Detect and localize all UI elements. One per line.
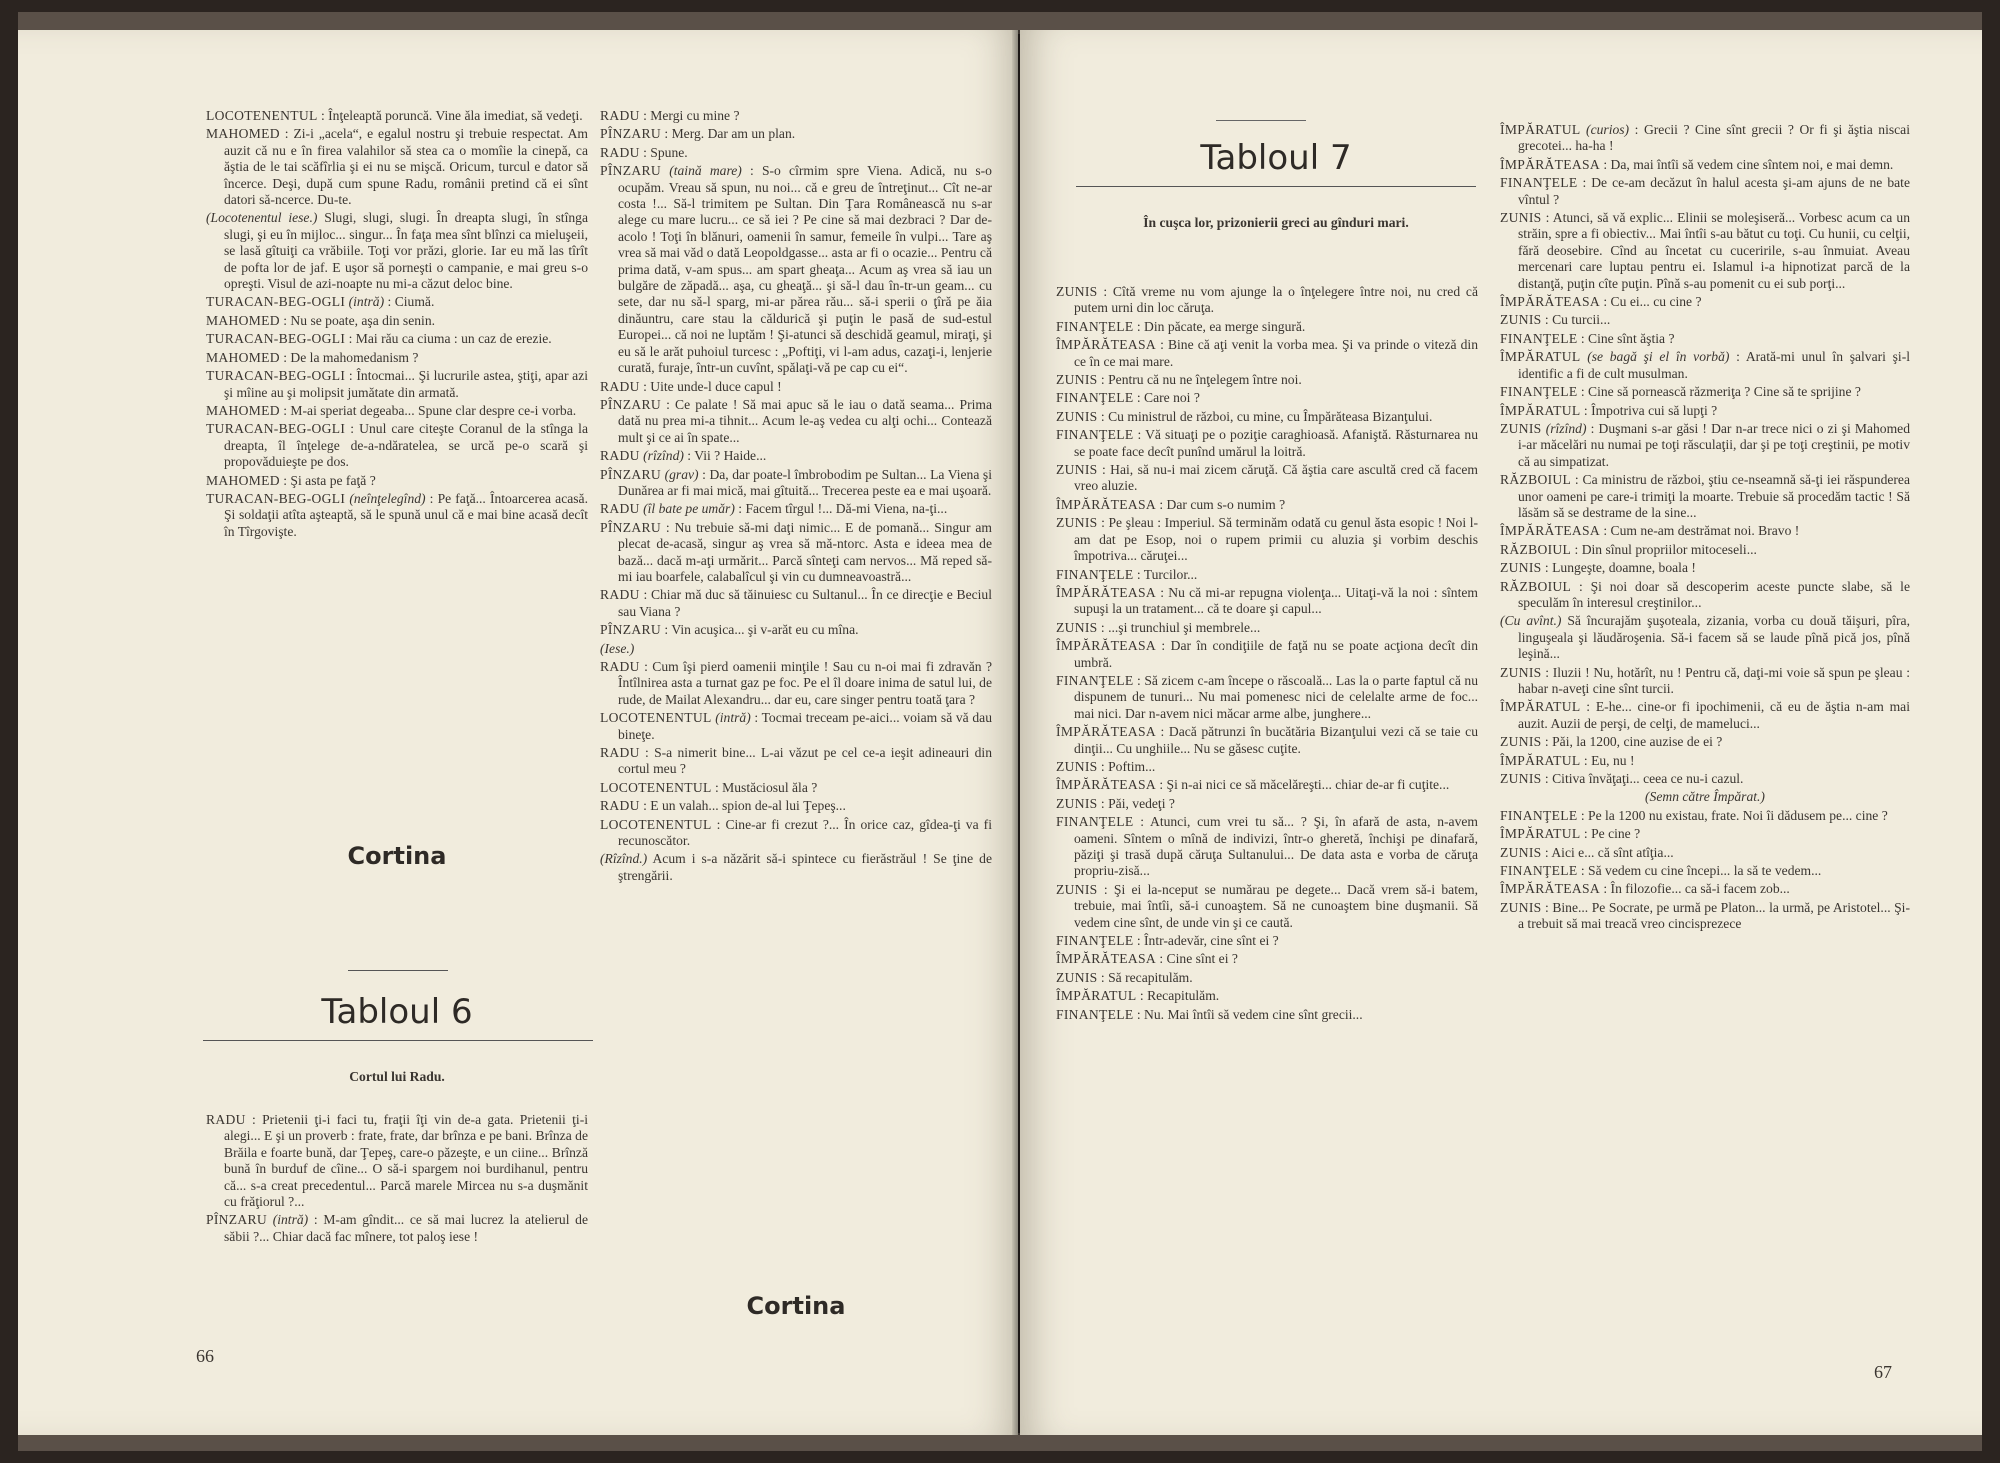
dialogue-text: : Pentru că nu ne înţelegem între noi. bbox=[1097, 372, 1302, 388]
speaker-name: ÎMPĂRATUL bbox=[1500, 122, 1581, 137]
dialogue-line bbox=[1500, 900, 1910, 933]
dialogue-line bbox=[1056, 427, 1478, 460]
title-rule-long-right bbox=[1076, 186, 1476, 187]
dialogue-line bbox=[1056, 777, 1478, 793]
speaker-name: PÎNZARU bbox=[600, 622, 662, 638]
cortina-heading-2: Cortina bbox=[746, 1292, 846, 1320]
dialogue-line bbox=[206, 1212, 588, 1245]
dialogue-text: : Să zicem c-am începe o răscoală... Las la o parte faptul că nu dispunem de tunuri... Nu mai pomenesc nici de celelalte arme de foc... mai nici. Dar n-avem nici măcar arme albe, junghere... bbox=[1074, 672, 1478, 721]
speaker-name: PÎNZARU bbox=[600, 396, 662, 412]
dialogue-line bbox=[206, 421, 588, 470]
left-column-1-top bbox=[206, 108, 588, 542]
dialogue-line bbox=[1500, 175, 1910, 208]
dialogue-text: : Şi ei la-nceput se numărau pe degete... Dacă vrem să-i batem, trebuie, mai întîi, să-i cunoaştem. Să ne cunoaştem bine duşmanii. Să vedem cine sînt, de unde vin şi ce caută. bbox=[1074, 881, 1478, 930]
speaker-name: PÎNZARU bbox=[600, 466, 662, 482]
dialogue-text: : Pe faţă... Întoarcerea acasă. Şi soldaţii atîta aşteaptă, să le spună unul că e mai bine acasă decît în Tîrgovişte. bbox=[224, 490, 588, 539]
dialogue-line bbox=[1500, 613, 1910, 662]
speaker-name: MAHOMED bbox=[206, 349, 280, 365]
dialogue-text: : Ce palate ! Să mai apuc să le iau o dată seama... Prima dată nu prea mi-a tihnit... Acum le-aş vedea cu alţi ochi... Contează mult şi ce ai în spate... bbox=[618, 396, 992, 445]
dialogue-line bbox=[206, 126, 588, 208]
dialogue-text: : Dar în condiţiile de faţă nu se poate acţiona decît din umbră. bbox=[1074, 638, 1478, 670]
dialogue-text: : Atunci, să vă explic... Elinii se moleşiseră... Vorbesc acum ca un străin, spre a fi obiectiv... Mai întîi s-au bătut cu toţi. Cu hunii, cu celţii, fără deosebire. Cînd au încetat cu cuceririle, s-au înmuiat. Aveau mercenari care luptau pentru ei. Islamul i-a hipnotizat parcă de la distanţă, puţin cîte puţin. Pînă s-au pomenit cu ei sub porţi... bbox=[1518, 210, 1910, 291]
speaker-name: RADU bbox=[600, 798, 640, 814]
dialogue-text: : Tocmai treceam pe-aici... voiam să vă dau bineţe. bbox=[618, 710, 992, 742]
dialogue-text: : Să recapitulăm. bbox=[1097, 969, 1193, 985]
speaker-name: FINANŢELE bbox=[1056, 566, 1134, 582]
stage-direction: (Semn către Împărat.) bbox=[1645, 789, 1765, 805]
dialogue-text: : Lungeşte, doamne, boala ! bbox=[1541, 560, 1696, 576]
right-column-2 bbox=[1500, 122, 1910, 935]
speaker-name: TURACAN-BEG-OGLI bbox=[206, 490, 346, 506]
left-column-2 bbox=[600, 108, 992, 886]
speaker-name: ZUNIS bbox=[1500, 210, 1542, 226]
dialogue-line bbox=[1056, 724, 1478, 757]
dialogue-text: : Ca ministru de război, ştiu ce-nseamnă să-ţi iei răspunderea unor oameni pe care-i trimiţi la moarte. Trebuie să procedăm tactic ! Să lăsăm să se destrame de la sine... bbox=[1518, 472, 1910, 520]
speaker-name: RĂZBOIUL bbox=[1500, 541, 1572, 557]
dialogue-text: : Iluzii ! Nu, hotărît, nu ! Pentru că, daţi-mi voie să spun pe şleau : habar n-aveţi cine sînt turcii. bbox=[1518, 664, 1910, 696]
speaker-name: TURACAN-BEG-OGLI bbox=[206, 294, 346, 310]
tablou-6-title: Tabloul 6 bbox=[321, 992, 473, 1032]
speaker-name: LOCOTENENTUL bbox=[600, 816, 712, 832]
dialogue-text: : Da, mai întîi să vedem cine sîntem noi, e mai demn. bbox=[1599, 156, 1894, 172]
dialogue-line bbox=[1500, 294, 1910, 310]
dialogue-text: : Şi n-ai nici ce să măcelăreşti... chiar de-ar fi cuţite... bbox=[1155, 777, 1450, 793]
dialogue-text: : Dar cum s-o numim ? bbox=[1155, 496, 1286, 512]
dialogue-line bbox=[206, 108, 588, 124]
dialogue-line bbox=[1500, 845, 1910, 861]
dialogue-text: : Dacă pătrunzi în bucătăria Bizanţului vezi că se taie cu dinţii... Cu unghiile... Nu se găsesc cuţite. bbox=[1074, 724, 1478, 756]
speaker-name: ÎMPĂRĂTEASA bbox=[1500, 294, 1600, 310]
speaker-name: FINANŢELE bbox=[1500, 330, 1578, 346]
dialogue-text: : Aici e... că sînt atîţia... bbox=[1541, 844, 1674, 860]
speaker-name: ZUNIS bbox=[1056, 881, 1098, 897]
dialogue-line bbox=[1500, 789, 1910, 805]
stage-direction: (se bagă şi el în vorbă) bbox=[1587, 349, 1730, 365]
speaker-name: PÎNZARU bbox=[600, 519, 662, 535]
speaker-name: ÎMPĂRATUL bbox=[1056, 988, 1137, 1004]
dialogue-line bbox=[1500, 384, 1910, 400]
dialogue-line bbox=[1500, 808, 1910, 824]
dialogue-line bbox=[1056, 1007, 1478, 1023]
speaker-name: FINANŢELE bbox=[1056, 933, 1134, 949]
dialogue-text: : Vin acuşica... şi v-arăt eu cu mîna. bbox=[661, 622, 859, 638]
speaker-name: ÎMPĂRATUL bbox=[1500, 402, 1581, 418]
dialogue-line bbox=[206, 331, 588, 347]
dialogue-text: : Din sînul propriilor mitoceseli... bbox=[1571, 541, 1757, 557]
stage-direction: (neînţelegînd) bbox=[349, 490, 426, 506]
dialogue-text: : Pe şleau : Imperiul. Să terminăm odată cu genul ăsta esopic ! Noi l-am dat pe Esop, noi o rupem primii cu aluzia şi vorbim deschis împotriva... căruţei... bbox=[1074, 515, 1478, 564]
dialogue-text: : Turcilor... bbox=[1133, 566, 1198, 582]
dialogue-text: : Mustăciosul ăla ? bbox=[711, 779, 818, 795]
speaker-name: RADU bbox=[206, 1112, 246, 1127]
speaker-name: ÎMPĂRATUL bbox=[1500, 699, 1581, 715]
dialogue-line bbox=[1056, 337, 1478, 370]
speaker-name: MAHOMED bbox=[206, 402, 280, 418]
stage-direction: (taină mare) bbox=[669, 163, 742, 179]
dialogue-text: Slugi, slugi, slugi. În dreapta slugi, în stînga slugi, şi eu în mijloc... singur... În faţa mea sînt blînzi ca mieluşeii, se lasă gîtuiţi ca vrăbiile. Toţi vor prăzi, glorie. Iar eu mă las tîrît de pofta lor de jaf. E uşor să porneşti o campanie, e mai greu s-o opreşti. Visul de azi-noapte nu mi-a căzut deloc bine. bbox=[224, 210, 588, 292]
dialogue-line bbox=[206, 294, 588, 310]
stage-direction: (curios) bbox=[1586, 122, 1630, 137]
dialogue-text: : Uite unde-l duce capul ! bbox=[639, 378, 782, 394]
speaker-name: RADU bbox=[600, 448, 640, 464]
speaker-name: PÎNZARU bbox=[600, 126, 662, 142]
dialogue-text: : Păi, vedeţi ? bbox=[1097, 795, 1175, 811]
dialogue-line bbox=[1056, 951, 1478, 967]
dialogue-line bbox=[1056, 970, 1478, 986]
speaker-name: MAHOMED bbox=[206, 312, 280, 328]
dialogue-text: : Înţeleaptă poruncă. Vine ăla imediat, să vedeţi. bbox=[317, 108, 583, 123]
dialogue-text: : Cîtă vreme nu vom ajunge la o înţelegere între noi, nu cred că putem urni din loc căruţa. bbox=[1074, 284, 1478, 316]
dialogue-text: : Întocmai... Şi lucrurile astea, ştiţi, apar azi şi mîine au şi molipsit jumătate din armată. bbox=[224, 368, 588, 400]
dialogue-line bbox=[1500, 771, 1910, 787]
speaker-name: ZUNIS bbox=[1056, 462, 1098, 478]
dialogue-line bbox=[1500, 312, 1910, 328]
dialogue-text: : Grecii ? Cine sînt grecii ? Or fi şi ăştia niscai grecotei... ha-ha ! bbox=[1518, 122, 1910, 154]
speaker-name: FINANŢELE bbox=[1056, 427, 1134, 443]
stage-direction: (Iese.) bbox=[600, 640, 635, 656]
dialogue-line bbox=[1056, 372, 1478, 388]
dialogue-line bbox=[600, 710, 992, 743]
speaker-name: LOCOTENENTUL bbox=[600, 779, 712, 795]
dialogue-line bbox=[206, 403, 588, 419]
right-column-1 bbox=[1056, 284, 1478, 1025]
dialogue-line bbox=[600, 745, 992, 778]
speaker-name: ÎMPĂRĂTEASA bbox=[1056, 951, 1156, 967]
dialogue-line bbox=[600, 501, 992, 517]
stage-direction: (rîzînd) bbox=[643, 448, 684, 464]
dialogue-line bbox=[600, 145, 992, 161]
speaker-name: ZUNIS bbox=[1500, 560, 1542, 576]
speaker-name: ZUNIS bbox=[1500, 899, 1542, 915]
speaker-name: FINANŢELE bbox=[1056, 390, 1134, 406]
speaker-name: ÎMPĂRATUL bbox=[1500, 752, 1581, 768]
dialogue-line bbox=[600, 851, 992, 884]
speaker-name: MAHOMED bbox=[206, 472, 280, 488]
speaker-name: FINANŢELE bbox=[1500, 863, 1578, 879]
dialogue-line bbox=[600, 379, 992, 395]
dialogue-text: : Eu, nu ! bbox=[1580, 752, 1635, 768]
dialogue-line bbox=[1056, 319, 1478, 335]
dialogue-text: : Facem tîrgul !... Dă-mi Viena, na-ţi... bbox=[734, 501, 948, 517]
dialogue-line bbox=[1500, 122, 1910, 155]
speaker-name: LOCOTENENTUL bbox=[206, 108, 318, 123]
left-column-1-bottom bbox=[206, 1112, 588, 1247]
speaker-name: FINANŢELE bbox=[1056, 672, 1134, 688]
dialogue-line bbox=[206, 313, 588, 329]
speaker-name: ZUNIS bbox=[1056, 284, 1098, 299]
dialogue-line bbox=[1056, 638, 1478, 671]
dialogue-text: : Pe cine ? bbox=[1580, 826, 1641, 842]
speaker-name: ZUNIS bbox=[1056, 619, 1098, 635]
speaker-name: TURACAN-BEG-OGLI bbox=[206, 421, 346, 437]
speaker-name: ZUNIS bbox=[1056, 408, 1098, 424]
dialogue-line bbox=[1056, 620, 1478, 636]
dialogue-line bbox=[600, 520, 992, 586]
dialogue-text: : Spune. bbox=[639, 144, 688, 160]
dialogue-text: : ...şi trunchiul şi membrele... bbox=[1097, 619, 1261, 635]
dialogue-text: : Atunci, cum vrei tu să... ? Şi, în afară de asta, n-avem oameni. Sîntem o mînă de indivizi, într-o gheretă, închişi pe dinafară, păziţi şi trasă după căruţa Sultanului... De data asta e vorba de căruţa propriu-zisă... bbox=[1074, 814, 1478, 879]
dialogue-line bbox=[1500, 542, 1910, 558]
dialogue-text: : E un valah... spion de-al lui Ţepeş... bbox=[639, 798, 846, 814]
dialogue-text: : Nu că mi-ar repugna violenţa... Uitaţi-vă la noi : sîntem supuşi la un tratament... că te doare şi capul... bbox=[1074, 584, 1478, 617]
speaker-name: RADU bbox=[600, 108, 640, 123]
dialogue-line bbox=[1500, 753, 1910, 769]
stage-direction: (Rîzînd.) bbox=[600, 851, 648, 867]
dialogue-text: : Pe la 1200 nu existau, frate. Noi îi dădusem pe... cine ? bbox=[1577, 807, 1888, 823]
right-page bbox=[1020, 30, 1982, 1435]
dialogue-text: : M-ai speriat degeaba... Spune clar despre ce-i vorba. bbox=[279, 402, 577, 418]
tablou-7-title: Tabloul 7 bbox=[1200, 138, 1352, 178]
dialogue-text: : Bine... Pe Socrate, pe urmă pe Platon... la urmă, pe Aristotel... Şi-a trebuit să mai treacă vreo cincisprezece bbox=[1518, 899, 1910, 932]
speaker-name: PÎNZARU bbox=[600, 163, 662, 179]
cortina-heading: Cortina bbox=[347, 842, 447, 870]
speaker-name: TURACAN-BEG-OGLI bbox=[206, 331, 346, 347]
dialogue-text: : De la mahomedanism ? bbox=[279, 349, 419, 365]
dialogue-text: : Nu trebuie să-mi daţi nimic... E de pomană... Singur am plecat de-acasă, singur aş vrea să mă-ntorc. Asta e ideea mea de bază... dacă m-aţi urmărit... Parcă sînteţi cam nervos... Mă reped să-mi iau boarfele, calabalîcul şi vin cu dumneavoastră... bbox=[618, 519, 992, 584]
page-number-left: 66 bbox=[196, 1346, 214, 1366]
dialogue-line bbox=[1500, 157, 1910, 173]
speaker-name: ÎMPĂRATUL bbox=[1500, 826, 1581, 842]
dialogue-line bbox=[1500, 699, 1910, 732]
dialogue-text: Acum i s-a năzărit să-i spintece cu fierăstrăul ! Se ţine de ştrengării. bbox=[618, 851, 992, 883]
dialogue-line bbox=[600, 126, 992, 142]
speaker-name: FINANŢELE bbox=[1056, 1006, 1134, 1022]
dialogue-text: : Recapitulăm. bbox=[1136, 988, 1220, 1004]
speaker-name: RADU bbox=[600, 501, 640, 517]
dialogue-line bbox=[1056, 673, 1478, 722]
dialogue-text: : Arată-mi unul în şalvari şi-l identific a fi de cult musulman. bbox=[1518, 349, 1910, 381]
dialogue-text: : De ce-am decăzut în halul acesta şi-am ajuns de ne bate vîntul ? bbox=[1518, 175, 1910, 207]
speaker-name: ZUNIS bbox=[1500, 734, 1542, 750]
speaker-name: RADU bbox=[600, 745, 640, 761]
dialogue-line bbox=[1500, 560, 1910, 576]
dialogue-line bbox=[1500, 472, 1910, 521]
speaker-name: FINANŢELE bbox=[1500, 175, 1578, 191]
dialogue-text: : Cu turcii... bbox=[1541, 312, 1611, 328]
speaker-name: RADU bbox=[600, 144, 640, 160]
dialogue-line bbox=[206, 368, 588, 401]
dialogue-line bbox=[1056, 567, 1478, 583]
dialogue-text: : Şi noi doar să descoperim aceste puncte slabe, să le speculăm în interesul creştinilor... bbox=[1518, 578, 1910, 610]
title-rule-long bbox=[203, 1040, 593, 1041]
dialogue-line bbox=[206, 491, 588, 540]
dialogue-line bbox=[1056, 759, 1478, 775]
dialogue-text: : Da, dar poate-l îmbrobodim pe Sultan... La Viena şi Dunărea ar fi mai mică, mai gîtuită... Trecerea peste ea e mai uşoară. bbox=[618, 466, 992, 498]
speaker-name: ZUNIS bbox=[1500, 844, 1542, 860]
dialogue-line bbox=[600, 622, 992, 638]
speaker-name: RĂZBOIUL bbox=[1500, 472, 1572, 488]
dialogue-text: : Păi, la 1200, cine auzise de ei ? bbox=[1541, 734, 1723, 750]
speaker-name: ÎMPĂRĂTEASA bbox=[1500, 523, 1600, 539]
speaker-name: ÎMPĂRĂTEASA bbox=[1056, 496, 1156, 512]
dialogue-text: : Ciumă. bbox=[384, 294, 435, 310]
speaker-name: ZUNIS bbox=[1500, 771, 1542, 787]
speaker-name: RADU bbox=[600, 659, 640, 674]
dialogue-text: : Cine sînt ei ? bbox=[1155, 951, 1238, 967]
speaker-name: ÎMPĂRĂTEASA bbox=[1056, 777, 1156, 793]
page-number-right: 67 bbox=[1874, 1362, 1892, 1382]
speaker-name: FINANŢELE bbox=[1056, 814, 1134, 830]
speaker-name: LOCOTENENTUL bbox=[600, 710, 712, 726]
dialogue-line bbox=[1056, 462, 1478, 495]
dialogue-line bbox=[1500, 421, 1910, 470]
dialogue-text: : Şi asta pe faţă ? bbox=[279, 472, 376, 488]
dialogue-text: : Poftim... bbox=[1097, 758, 1156, 774]
stage-direction: (Cu avînt.) bbox=[1500, 613, 1562, 629]
dialogue-text: : Cu ei... cu cine ? bbox=[1599, 294, 1702, 310]
speaker-name: MAHOMED bbox=[206, 126, 280, 142]
dialogue-text: : Prietenii ţi-i faci tu, fraţii îţi vin de-a gata. Prietenii ţi-i alegi... E şi un proverb : frate, frate, dar brînza e pe bani. Brînza de Brăila e foarte bună, dar Ţepeş, care-o păzeşte, e un ciine... Brînză bună în burduf de cîine... O să-i spargem noi burdihanul, pentru că... s-a creat precedentul... Parcă marele Mircea nu s-a duşmănit cu frăţiorul ?... bbox=[224, 1112, 588, 1210]
stage-direction: (Locotenentul iese.) bbox=[206, 210, 318, 226]
dialogue-text: : Citiva învăţaţi... ceea ce nu-i cazul. bbox=[1541, 771, 1744, 787]
speaker-name: ZUNIS bbox=[1500, 664, 1542, 680]
dialogue-text: : E-he... cine-or fi ipochimenii, că eu de ăştia n-am mai auzit. Auzii de perşi, de celţi, de mameluci... bbox=[1518, 699, 1910, 731]
tablou-6-setting: Cortul lui Radu. bbox=[349, 1069, 445, 1084]
speaker-name: FINANŢELE bbox=[1500, 807, 1578, 823]
dialogue-line bbox=[1056, 390, 1478, 406]
stage-direction: (intră) bbox=[348, 294, 385, 310]
speaker-name: ZUNIS bbox=[1056, 969, 1098, 985]
dialogue-text: : Duşmani s-ar găsi ! Dar n-ar trece nici o zi şi Mahomed i-ar măcelări nu numai pe toţi răsculaţii, dar şi pe toţi creştinii, pe motiv că au simpatizat. bbox=[1518, 420, 1910, 469]
speaker-name: RĂZBOIUL bbox=[1500, 578, 1572, 594]
tablou-7-setting: În cuşca lor, prizonierii greci au gînduri mari. bbox=[1143, 215, 1409, 230]
stage-direction: (intră) bbox=[715, 710, 751, 726]
speaker-name: TURACAN-BEG-OGLI bbox=[206, 368, 346, 384]
dialogue-text: : Cine să pornească răzmeriţa ? Cine să te sprijine ? bbox=[1577, 384, 1861, 400]
dialogue-line bbox=[1500, 210, 1910, 292]
dialogue-line bbox=[1500, 734, 1910, 750]
dialogue-line bbox=[600, 163, 992, 376]
speaker-name: ZUNIS bbox=[1056, 795, 1098, 811]
dialogue-text: : Cine-ar fi crezut ?... În orice caz, gîdea-ţi va fi recunoscător. bbox=[618, 816, 992, 849]
dialogue-text: : Zi-i „acela“, e egalul nostru şi trebuie respectat. Am auzit că nu e în firea valahilor să stea ca o momîie la cinepă, ca ăştia de le tai scăfîrlia şi ei nu se mişcă. Oricum, turcul e dator să încerce. Deşi, după cum spune Radu, românii pretind că ei sînt datori să-ncerce. Du-te. bbox=[224, 126, 588, 208]
dialogue-text: : Vii ? Haide... bbox=[683, 448, 767, 464]
speaker-name: PÎNZARU bbox=[206, 1212, 268, 1228]
dialogue-text: : Cum ne-am destrămat noi. Bravo ! bbox=[1599, 523, 1800, 539]
dialogue-text: : Cu ministrul de război, cu mine, cu Împărăteasa Bizanţului. bbox=[1097, 408, 1433, 424]
speaker-name: ÎMPĂRATUL bbox=[1500, 349, 1581, 365]
dialogue-line bbox=[1500, 863, 1910, 879]
speaker-name: ÎMPĂRĂTEASA bbox=[1056, 337, 1156, 353]
speaker-name: ÎMPĂRĂTEASA bbox=[1500, 881, 1600, 897]
dialogue-text: : Mai rău ca ciuma : un caz de erezie. bbox=[345, 331, 552, 347]
dialogue-line bbox=[1500, 881, 1910, 897]
dialogue-line bbox=[206, 1112, 588, 1210]
dialogue-text: : S-a nimerit bine... L-ai văzut pe cel ce-a ieşit adineauri din cortul meu ? bbox=[618, 745, 992, 777]
dialogue-line bbox=[206, 350, 588, 366]
dialogue-text: : M-am gîndit... ce să mai lucrez la atelierul de săbii ?... Chiar dacă fac mînere, tot paloş iese ! bbox=[224, 1212, 589, 1244]
speaker-name: ÎMPĂRĂTEASA bbox=[1056, 724, 1156, 740]
dialogue-text: : Hai, să nu-i mai zicem căruţă. Că ăştia care ascultă cred că facem vreo aluzie. bbox=[1074, 462, 1478, 494]
speaker-name: ÎMPĂRĂTEASA bbox=[1056, 584, 1156, 600]
speaker-name: ÎMPĂRĂTEASA bbox=[1056, 638, 1156, 654]
stage-direction: (intră) bbox=[272, 1212, 309, 1228]
dialogue-line bbox=[206, 473, 588, 489]
speaker-name: ÎMPĂRĂTEASA bbox=[1500, 156, 1600, 172]
dialogue-text: : Chiar mă duc să tăinuiesc cu Sultanul... În ce direcţie e Beciul sau Viana ? bbox=[618, 587, 992, 619]
speaker-name: FINANŢELE bbox=[1500, 384, 1578, 400]
dialogue-line bbox=[600, 467, 992, 500]
dialogue-line bbox=[1500, 331, 1910, 347]
dialogue-text: : S-o cîrmim spre Viena. Adică, nu s-o ocupăm. Vreau să spun, nu noi... că e greu de întreţinut... Cît ne-ar costa !... Să-l trimitem pe Sultan. Din Ţara Românească nu s-ar alege cu mare lucru... ce să iei ? Pe cine să mai dezbraci ? Dar de-acolo ! Toţi în blănuri, oamenii în samur, femeile în vulpi... Tare aş vrea să mai văd o dată Leopoldgasse... asta ar fi o ocazie... Pentru că prima dată, v-am spus... am spart gheaţa... Acum aş vrea să iau un bulgăre de zăpadă... aşa, cu gheaţă... şi să-l dau în-tr-un geam... cu sete, dar nu să-l sparg, mi-ar părea rău... să-i sperii o ţîră pe ăia dinăuntru, care stau la căldurică şi puţin le pasă de sud-estul Europei... că noi ne luptăm ! Şi-atunci să deschidă geamul, miraţi, şi eu să le arăt puhoiul turcesc : „Poftiţi, vi l-am adus, cazaţi-i, lenjerie curată, furaje, într-un cuvînt, spălaţi-vă pe cap cu ei“. bbox=[618, 163, 992, 376]
dialogue-text: : Care noi ? bbox=[1133, 390, 1200, 406]
dialogue-line bbox=[1056, 796, 1478, 812]
stage-direction: (rîzînd) bbox=[1545, 420, 1587, 436]
stage-direction: (grav) bbox=[664, 466, 699, 482]
dialogue-text: : Nu se poate, aşa din senin. bbox=[279, 312, 436, 328]
dialogue-text: : Unul care citeşte Coranul de la stînga la dreapta, îl înţelege de-a-ndăratelea, se urcă pe-o scară şi propovăduieşte pe dos. bbox=[224, 421, 588, 470]
left-page bbox=[18, 30, 1018, 1435]
dialogue-line bbox=[600, 108, 992, 124]
dialogue-line bbox=[1056, 814, 1478, 880]
dialogue-line bbox=[600, 587, 992, 620]
speaker-name: ZUNIS bbox=[1056, 758, 1098, 774]
dialogue-text: : Împotriva cui să lupţi ? bbox=[1580, 402, 1718, 418]
dialogue-line bbox=[1056, 497, 1478, 513]
dialogue-line bbox=[600, 798, 992, 814]
dialogue-text: : Vă situaţi pe o poziţie caraghioasă. Afaniştă. Răsturnarea nu se poate face decît punînd umărul la loitră. bbox=[1074, 427, 1478, 459]
dialogue-line bbox=[600, 397, 992, 446]
dialogue-text: : Să vedem cu cine începi... la să te vedem... bbox=[1577, 863, 1822, 879]
dialogue-line bbox=[1500, 579, 1910, 612]
dialogue-line bbox=[1500, 665, 1910, 698]
dialogue-text: : Merg. Dar am un plan. bbox=[661, 126, 796, 142]
speaker-name: RADU bbox=[600, 378, 640, 394]
dialogue-line bbox=[1056, 882, 1478, 931]
dialogue-text: : Cine sînt ăştia ? bbox=[1577, 330, 1675, 346]
dialogue-line bbox=[1056, 585, 1478, 618]
dialogue-line bbox=[1056, 515, 1478, 564]
dialogue-line bbox=[1056, 988, 1478, 1004]
dialogue-line bbox=[1500, 403, 1910, 419]
dialogue-line bbox=[600, 659, 992, 708]
speaker-name: ZUNIS bbox=[1056, 372, 1098, 388]
dialogue-line bbox=[1056, 284, 1478, 317]
speaker-name: ZUNIS bbox=[1500, 420, 1542, 436]
dialogue-text: : Mergi cu mine ? bbox=[639, 108, 740, 123]
book-binding-bottom bbox=[18, 1433, 1982, 1451]
dialogue-text: : Cum îşi pierd oamenii minţile ! Sau cu n-oi mai fi zdravăn ? Întîlnirea asta a turnat gaz pe foc. Pe el îl doare inima de satul lui, de rude, de Mailat Alexandru... dar eu, care singer pentru toată ţara ? bbox=[618, 659, 992, 707]
dialogue-line bbox=[1056, 409, 1478, 425]
speaker-name: ZUNIS bbox=[1056, 515, 1098, 531]
dialogue-text: Să încurajăm şuşoteala, zizania, vorba cu două tăişuri, pîra, linguşeala şi lăudăroşenia. Să-i facem să se laude pînă pică jos, pînă leşină... bbox=[1518, 613, 1910, 662]
dialogue-line bbox=[600, 817, 992, 850]
dialogue-text: : În filozofie... ca să-i facem zob... bbox=[1599, 881, 1790, 897]
dialogue-line bbox=[600, 448, 992, 464]
dialogue-line bbox=[206, 210, 588, 292]
title-rule-short-right bbox=[1216, 120, 1306, 121]
dialogue-line bbox=[600, 641, 992, 657]
speaker-name: ZUNIS bbox=[1500, 312, 1542, 328]
speaker-name: RADU bbox=[600, 587, 640, 603]
speaker-name: FINANŢELE bbox=[1056, 318, 1134, 334]
dialogue-line bbox=[1500, 523, 1910, 539]
dialogue-line bbox=[600, 780, 992, 796]
dialogue-line bbox=[1500, 349, 1910, 382]
title-rule-short bbox=[348, 970, 448, 971]
stage-direction: (îl bate pe umăr) bbox=[643, 501, 735, 517]
dialogue-text: : Într-adevăr, cine sînt ei ? bbox=[1133, 933, 1279, 949]
dialogue-line bbox=[1056, 933, 1478, 949]
dialogue-text: : Din păcate, ea merge singură. bbox=[1133, 318, 1306, 334]
dialogue-text: : Nu. Mai întîi să vedem cine sînt grecii... bbox=[1133, 1006, 1363, 1022]
dialogue-line bbox=[1500, 826, 1910, 842]
dialogue-text: : Bine că aţi venit la vorba mea. Şi va prinde o viteză din ce în ce mai mare. bbox=[1074, 337, 1478, 369]
